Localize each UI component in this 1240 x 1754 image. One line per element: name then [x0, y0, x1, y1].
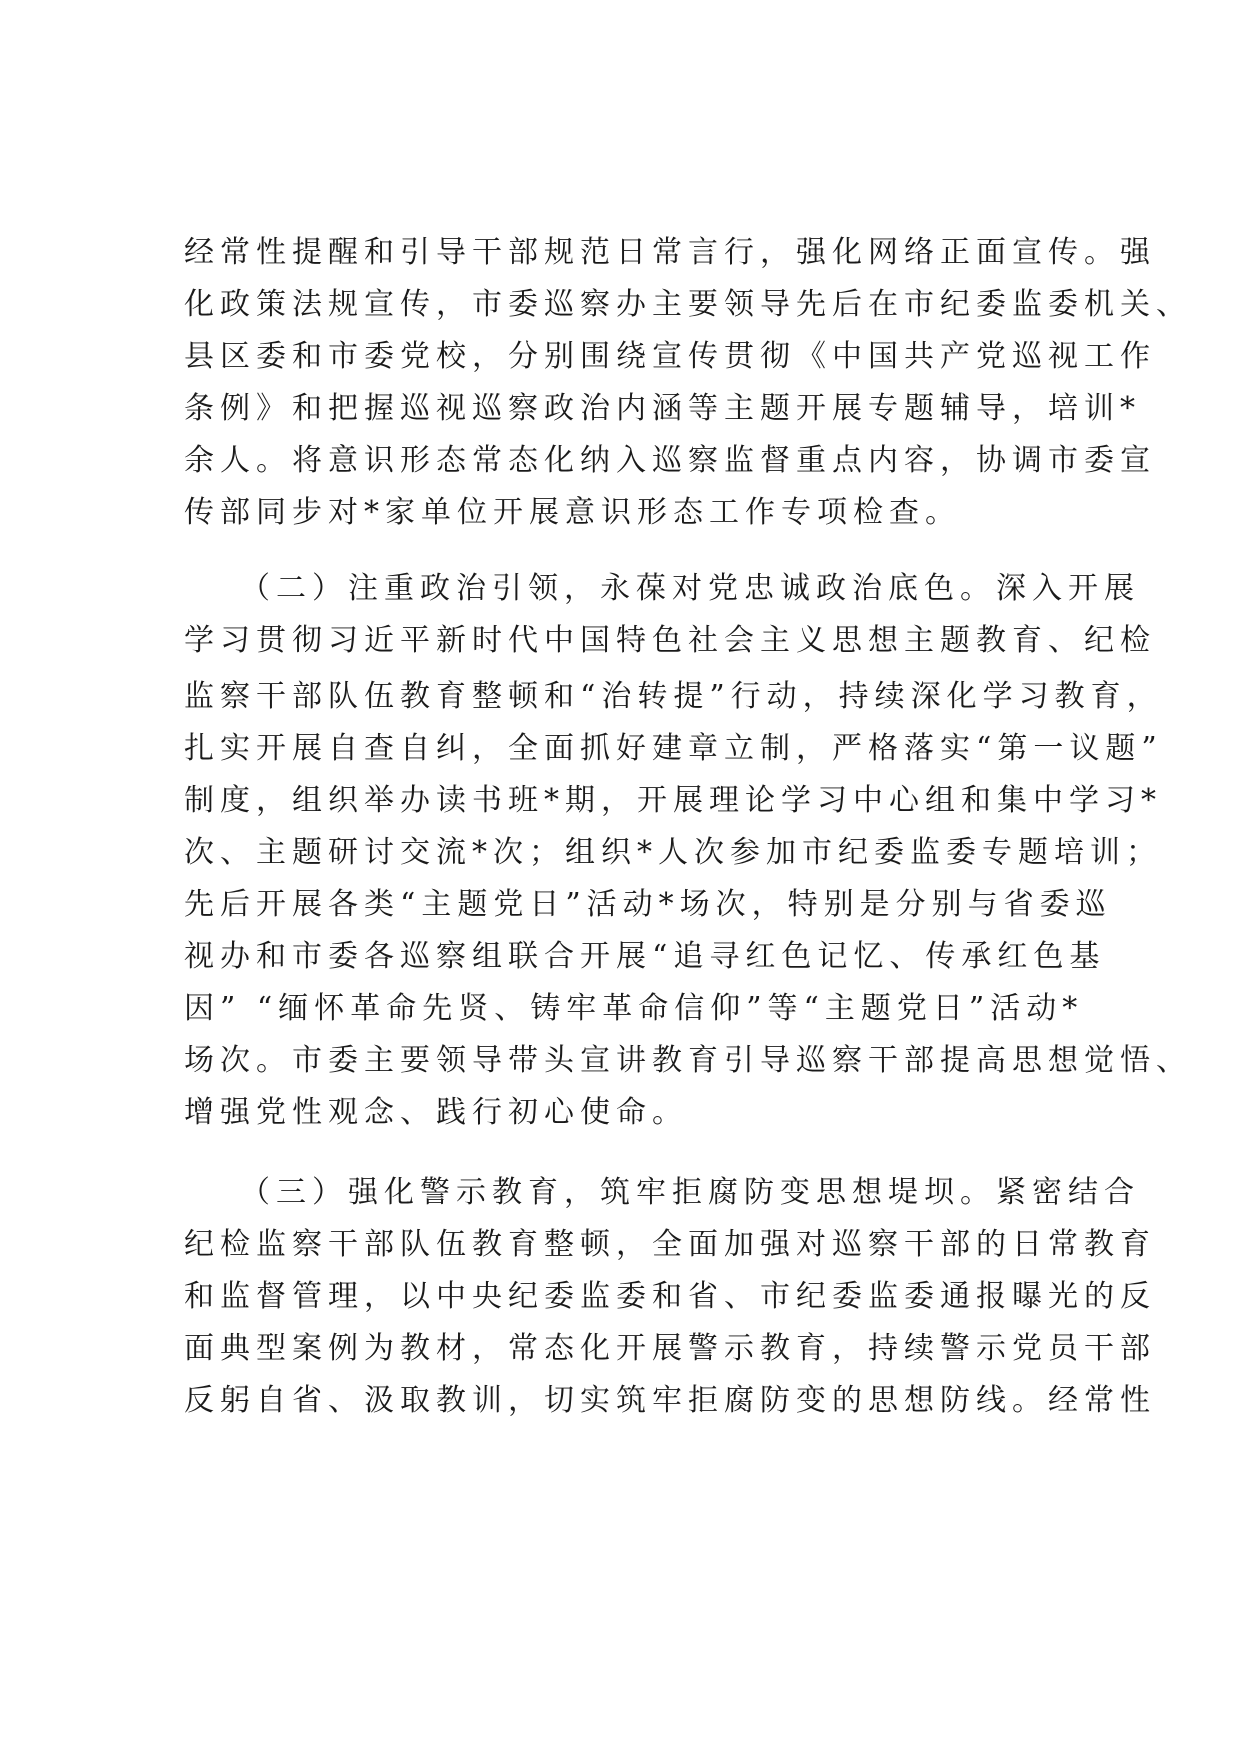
text-line: 化政策法规宣传，市委巡察办主要领导先后在市纪委监委机关、: [184, 287, 1192, 322]
text-line: 和监督管理，以中央纪委监委和省、市纪委监委通报曝光的反: [184, 1279, 1156, 1314]
section-heading-line: （三）强化警示教育，筑牢拒腐防变思想堤坝。紧密结合: [240, 1175, 1140, 1210]
text-line: 视办和市委各巡察组联合开展“追寻红色记忆、传承红色基: [184, 939, 1106, 974]
text-line: 余人。将意识形态常态化纳入巡察监督重点内容，协调市委宣: [184, 443, 1156, 478]
text-line: 条例》和把握巡视巡察政治内涵等主题开展专题辅导，培训*: [184, 391, 1141, 426]
text-line: 增强党性观念、践行初心使命。: [184, 1095, 688, 1130]
text-line: 学习贯彻习近平新时代中国特色社会主义思想主题教育、纪检: [184, 623, 1156, 658]
text-line: 场次。市委主要领导带头宣讲教育引导巡察干部提高思想觉悟、: [184, 1043, 1192, 1078]
text-line: 反躬自省、汲取教训，切实筑牢拒腐防变的思想防线。经常性: [184, 1383, 1156, 1418]
text-line: 次、主题研讨交流*次；组织*人次参加市纪委监委专题培训；: [184, 835, 1162, 870]
text-line: 制度，组织举办读书班*期，开展理论学习中心组和集中学习*: [184, 783, 1162, 818]
text-line: 县区委和市委党校，分别围绕宣传贯彻《中国共产党巡视工作: [184, 339, 1156, 374]
text-line: 传部同步对*家单位开展意识形态工作专项检查。: [184, 495, 961, 530]
text-line: 扎实开展自查自纠，全面抓好建章立制，严格落实“第一议题”: [184, 731, 1163, 766]
text-line: 经常性提醒和引导干部规范日常言行，强化网络正面宣传。强: [184, 235, 1156, 270]
text-line: 监察干部队伍教育整顿和“治转提”行动，持续深化学习教育，: [184, 679, 1163, 714]
text-line: 面典型案例为教材，常态化开展警示教育，持续警示党员干部: [184, 1331, 1156, 1366]
section-heading-line: （二）注重政治引领，永葆对党忠诚政治底色。深入开展: [240, 571, 1140, 606]
text-line: 先后开展各类“主题党日”活动*场次，特别是分别与省委巡: [184, 887, 1112, 922]
text-line: 纪检监察干部队伍教育整顿，全面加强对巡察干部的日常教育: [184, 1227, 1156, 1262]
text-line: 因” “缅怀革命先贤、铸牢革命信仰”等“主题党日”活动*: [184, 991, 1084, 1026]
